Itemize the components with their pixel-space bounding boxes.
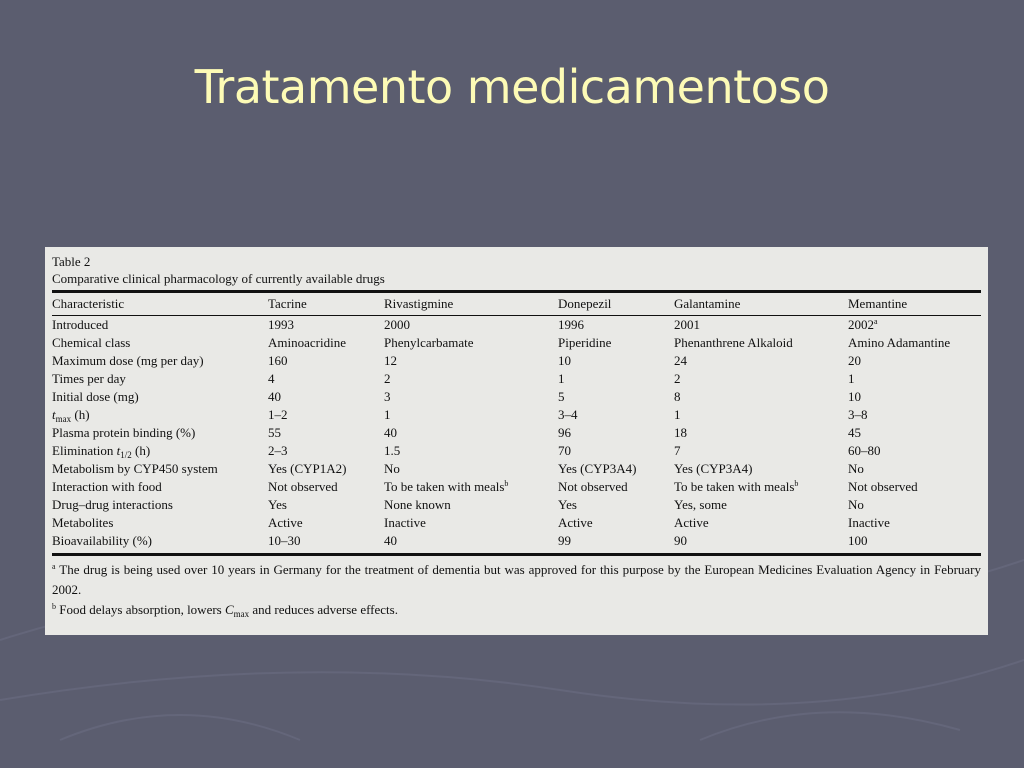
row-label <box>52 442 268 460</box>
cell: 18 <box>674 425 687 440</box>
cell: 2001 <box>674 317 700 332</box>
table-row <box>52 442 981 460</box>
table-caption: Comparative clinical pharmacology of currently available drugs <box>52 271 385 286</box>
cell: Not observed <box>268 479 338 494</box>
footnote-a <box>52 560 981 600</box>
tmax-t: t <box>52 407 56 422</box>
half-life-unit: (h) <box>135 443 151 458</box>
table-row <box>52 514 981 532</box>
table-row <box>52 460 981 478</box>
cell: 55 <box>268 425 281 440</box>
row-label: Plasma protein binding (%) <box>52 425 196 440</box>
cell: Yes <box>268 497 287 512</box>
cell: 2 <box>674 371 681 386</box>
row-label: Metabolites <box>52 515 114 530</box>
cell <box>848 316 981 334</box>
cell: Inactive <box>848 515 890 530</box>
cell: None known <box>384 497 451 512</box>
cell: Yes <box>558 497 577 512</box>
footnote-b-subscript: max <box>233 609 250 619</box>
row-label: Introduced <box>52 317 109 332</box>
cell: 1 <box>384 407 391 422</box>
table-label: Table 2 <box>52 254 91 269</box>
cell <box>384 478 558 496</box>
cell: No <box>848 461 864 476</box>
cell: 5 <box>558 389 565 404</box>
cell-value: To be taken with meals <box>674 479 795 494</box>
cell: 10 <box>558 353 571 368</box>
cell: 3–4 <box>558 407 578 422</box>
header-memantine: Memantine <box>848 296 908 311</box>
footnote-mark-a: a <box>874 317 878 326</box>
cell: 60–80 <box>848 443 881 458</box>
row-label: Metabolism by CYP450 system <box>52 461 218 476</box>
pharmacology-table <box>52 293 981 550</box>
cell: 1.5 <box>384 443 401 458</box>
cell: Not observed <box>558 479 628 494</box>
cell: Active <box>268 515 303 530</box>
footnote-mark-b: b <box>794 479 799 488</box>
cell: 1 <box>558 371 565 386</box>
cell: Yes (CYP3A4) <box>674 461 753 476</box>
cell: 10 <box>848 389 861 404</box>
cell: 70 <box>558 443 571 458</box>
cell: 160 <box>268 353 288 368</box>
table-row <box>52 388 981 406</box>
cell: 10–30 <box>268 533 301 548</box>
cell: 2 <box>384 371 391 386</box>
table-row <box>52 352 981 370</box>
cell: 20 <box>848 353 861 368</box>
cell: Yes (CYP3A4) <box>558 461 637 476</box>
header-donepezil: Donepezil <box>558 296 612 311</box>
footnote-b-text-start: Food delays absorption, lowers <box>59 602 222 617</box>
cell: 4 <box>268 371 275 386</box>
cell: 3–8 <box>848 407 868 422</box>
table-row <box>52 496 981 514</box>
cell: 24 <box>674 353 687 368</box>
cell-value: 2002 <box>848 317 874 332</box>
footnote-b <box>52 600 981 620</box>
cell: 8 <box>674 389 681 404</box>
cell: 90 <box>674 533 687 548</box>
slide-title: Tratamento medicamentoso <box>194 60 830 114</box>
cell: 1 <box>674 407 681 422</box>
elimination-label: Elimination <box>52 443 114 458</box>
footnote-b-text-end: and reduces adverse effects. <box>252 602 398 617</box>
cell: Phenanthrene Alkaloid <box>674 335 793 350</box>
half-life-t: t <box>116 443 121 458</box>
table-row <box>52 532 981 550</box>
footnote-a-text: The drug is being used over 10 years in Germany for the treatment of dementia but was approved for this purpose by the European Medicines Evaluation Agency in February 2002. <box>52 562 982 597</box>
cell: 1993 <box>268 317 294 332</box>
cell: 96 <box>558 425 571 440</box>
row-label: Maximum dose (mg per day) <box>52 353 204 368</box>
row-label: Interaction with food <box>52 479 162 494</box>
cell: 1996 <box>558 317 584 332</box>
header-characteristic: Characteristic <box>52 296 125 311</box>
table-footnotes <box>52 556 981 620</box>
cell: Active <box>558 515 593 530</box>
cell: 2000 <box>384 317 410 332</box>
table-row <box>52 406 981 424</box>
cell: Piperidine <box>558 335 612 350</box>
cell: 45 <box>848 425 861 440</box>
tmax-unit: (h) <box>74 407 90 422</box>
cell-value: To be taken with meals <box>384 479 505 494</box>
half-life-subscript: 1/2 <box>120 450 132 460</box>
footnote-a-mark: a <box>52 562 56 571</box>
cell: 100 <box>848 533 868 548</box>
header-galantamine: Galantamine <box>674 296 741 311</box>
cell: No <box>384 461 400 476</box>
cell: Active <box>674 515 709 530</box>
cell: 40 <box>384 425 397 440</box>
row-label: Times per day <box>52 371 126 386</box>
cell: Phenylcarbamate <box>384 335 474 350</box>
table-row <box>52 478 981 496</box>
cell: No <box>848 497 864 512</box>
table-row <box>52 316 981 334</box>
header-tacrine: Tacrine <box>268 296 307 311</box>
footnote-b-c: C <box>224 602 234 617</box>
table-row <box>52 424 981 442</box>
cell: 3 <box>384 389 391 404</box>
footnote-b-mark: b <box>52 602 56 611</box>
row-label: Chemical class <box>52 335 131 350</box>
tmax-subscript: max <box>55 414 72 424</box>
cell: Not observed <box>848 479 918 494</box>
cell: Yes, some <box>674 497 727 512</box>
cell: 99 <box>558 533 571 548</box>
cell: Aminoacridine <box>268 335 346 350</box>
row-label: Initial dose (mg) <box>52 389 139 404</box>
cell: Amino Adamantine <box>848 335 951 350</box>
footnote-mark-b: b <box>504 479 509 488</box>
cell: Inactive <box>384 515 426 530</box>
row-label: Drug–drug interactions <box>52 497 173 512</box>
cell: 40 <box>384 533 397 548</box>
header-rivastigmine: Rivastigmine <box>384 296 454 311</box>
cell: Yes (CYP1A2) <box>268 461 347 476</box>
row-label <box>52 406 268 424</box>
row-label: Bioavailability (%) <box>52 533 153 548</box>
cell: 2–3 <box>268 443 288 458</box>
cell <box>674 478 848 496</box>
cell: 12 <box>384 353 397 368</box>
cell: 1 <box>848 371 855 386</box>
cell: 40 <box>268 389 281 404</box>
table-row <box>52 370 981 388</box>
table-header-row <box>52 293 981 315</box>
cell: 7 <box>674 443 681 458</box>
cell: 1–2 <box>268 407 288 422</box>
table-row <box>52 334 981 352</box>
pharmacology-table-panel <box>45 247 988 635</box>
